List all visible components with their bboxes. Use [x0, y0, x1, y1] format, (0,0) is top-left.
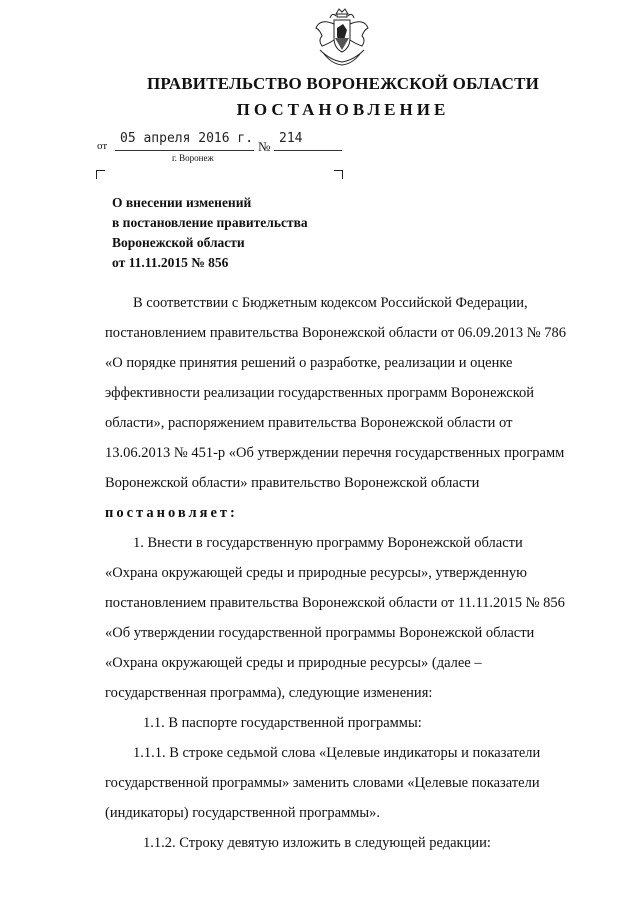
- coat-of-arms-emblem: [310, 6, 374, 68]
- body-line: В соответствии с Бюджетным кодексом Российской Федерации,: [133, 295, 528, 311]
- number-underline: [274, 150, 342, 151]
- document-date: 05 апреля 2016 г.: [120, 131, 254, 146]
- subject-corner-mark-right: [334, 170, 343, 179]
- body-line: 1. Внести в государственную программу Воронежской области: [133, 535, 523, 551]
- body-line: области», распоряжением правительства Воронежской области от: [105, 415, 513, 431]
- document-subject: [112, 193, 412, 273]
- body-line: Воронежской области» правительство Воронежской области: [105, 475, 480, 491]
- document-type-title: ПОСТАНОВЛЕНИЕ: [236, 100, 450, 119]
- subject-line: от 11.11.2015 № 856: [112, 255, 229, 270]
- government-title: ПРАВИТЕЛЬСТВО ВОРОНЕЖСКОЙ ОБЛАСТИ: [146, 74, 540, 93]
- resolves-keyword: постановляет:: [105, 505, 238, 521]
- body-line: постановлением правительства Воронежской области от 11.11.2015 № 856: [105, 595, 565, 611]
- body-line: «Об утверждении государственной программы Воронежской области: [105, 625, 535, 641]
- body-line: 1.1. В паспорте государственной программы:: [143, 715, 422, 731]
- subject-line: О внесении изменений: [112, 195, 252, 210]
- body-line: 13.06.2013 № 451-р «Об утверждении перечня государственных программ: [105, 445, 565, 461]
- body-line: (индикаторы) государственной программы».: [105, 805, 381, 821]
- body-line: «Охрана окружающей среды и природные ресурсы» (далее –: [105, 655, 482, 671]
- document-body: [105, 288, 602, 858]
- body-line: постановлением правительства Воронежской области от 06.09.2013 № 786: [105, 325, 566, 341]
- body-line: эффективности реализации государственных программ Воронежской: [105, 385, 535, 401]
- document-number: 214: [279, 131, 303, 146]
- subject-corner-mark-left: [96, 170, 105, 179]
- body-line: 1.1.2. Строку девятую изложить в следующей редакции:: [143, 835, 491, 851]
- date-underline: [115, 150, 254, 151]
- subject-line: в постановление правительства: [112, 215, 308, 230]
- subject-line: Воронежской области: [112, 235, 245, 250]
- body-line: «Охрана окружающей среды и природные ресурсы», утвержденную: [105, 565, 527, 581]
- body-line: «О порядке принятия решений о разработке, реализации и оценке: [105, 355, 513, 371]
- body-line: 1.1.1. В строке седьмой слова «Целевые индикаторы и показатели: [133, 745, 541, 761]
- body-line: государственная программа), следующие изменения:: [105, 685, 433, 701]
- date-prefix: от: [97, 140, 108, 152]
- city-label: г. Воронеж: [172, 153, 214, 163]
- number-prefix: №: [258, 139, 271, 154]
- body-line: государственной программы» заменить словами «Целевые показатели: [105, 775, 540, 791]
